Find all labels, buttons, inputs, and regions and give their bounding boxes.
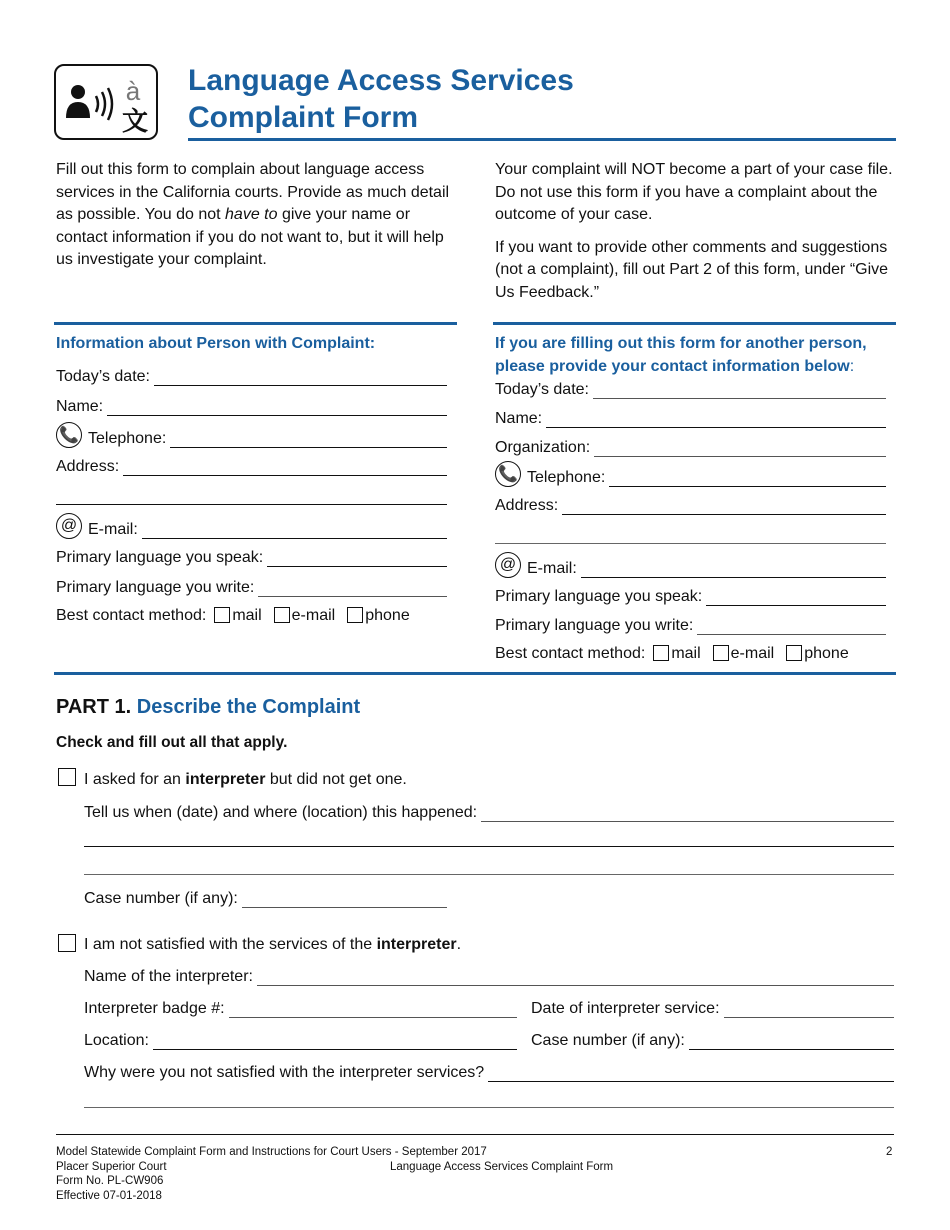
other-lang-write-row — [495, 613, 886, 635]
other-heading-colon: : — [849, 358, 855, 375]
item2-bold: interpreter — [376, 936, 457, 953]
person-lang-speak-field[interactable] — [267, 550, 447, 567]
person-address-line-2[interactable] — [56, 504, 447, 505]
other-contact-email-checkbox[interactable] — [713, 645, 729, 661]
person-name-label: Name: — [56, 398, 104, 415]
other-telephone-label: Telephone: — [527, 469, 606, 486]
person-contact-phone-checkbox[interactable] — [347, 607, 363, 623]
other-contact-phone-checkbox[interactable] — [786, 645, 802, 661]
person-address-field[interactable] — [123, 459, 447, 476]
person-name-field[interactable] — [107, 399, 447, 416]
person-address-label: Address: — [56, 458, 120, 475]
item2-case-label: Case number (if any): — [531, 1032, 685, 1049]
person-contact-mail-checkbox[interactable] — [214, 607, 230, 623]
other-address-label: Address: — [495, 497, 559, 514]
other-date-field[interactable] — [593, 382, 886, 399]
person-date-field[interactable] — [154, 369, 447, 386]
footer-line-1: Model Statewide Complaint Form and Instructions for Court Users - September 2017 — [56, 1146, 487, 1158]
person-email-field[interactable] — [142, 522, 447, 539]
item2-location-row — [84, 1028, 517, 1050]
other-heading-line-2-text: please provide your contact information below — [495, 358, 850, 375]
telephone-icon: 📞 — [495, 461, 521, 487]
other-heading-line-1: If you are filling out this form for another person, — [495, 335, 867, 352]
item2-why-label: Why were you not satisfied with the interpreter services? — [84, 1064, 485, 1081]
item2-date-label: Date of interpreter service: — [531, 1000, 720, 1017]
other-date-row — [495, 377, 886, 399]
person-lang-write-row — [56, 575, 447, 597]
other-section-heading — [495, 332, 897, 378]
other-name-label: Name: — [495, 410, 543, 427]
other-telephone-row — [495, 463, 886, 487]
person-form — [56, 364, 447, 625]
item2-name-label: Name of the interpreter: — [84, 968, 253, 985]
item2-pre: I am not satisfied with the services of the — [84, 936, 377, 953]
intro-right — [495, 159, 899, 314]
other-lang-write-label: Primary language you write: — [495, 617, 694, 634]
item1-when-line-3[interactable] — [84, 874, 894, 875]
intro-left-em: have to — [225, 206, 278, 223]
other-lang-write-field[interactable] — [697, 618, 886, 635]
person-lang-speak-label: Primary language you speak: — [56, 549, 264, 566]
intro-right-paragraph-1: Your complaint will NOT become a part of your case file. Do not use this form if you have a complaint about the outcome of your case. — [495, 161, 893, 223]
title-rule — [188, 138, 896, 141]
item2-name-field[interactable] — [257, 969, 894, 986]
other-email-label: E-mail: — [527, 560, 577, 577]
item2-case-field[interactable] — [689, 1033, 894, 1050]
other-contact-phone-label: phone — [804, 645, 849, 662]
logo-glyph-b: 文 — [121, 107, 149, 137]
part1-title: Describe the Complaint — [136, 696, 361, 718]
other-address-row — [495, 493, 886, 515]
item1-when-field[interactable] — [481, 805, 894, 822]
at-icon: @ — [56, 513, 82, 539]
other-lang-speak-field[interactable] — [706, 589, 886, 606]
other-contact-row — [495, 645, 886, 663]
other-form — [495, 377, 886, 663]
person-telephone-label: Telephone: — [88, 430, 167, 447]
other-email-field[interactable] — [581, 561, 886, 578]
person-section-heading: Information about Person with Complaint: — [56, 335, 376, 352]
person-date-label: Today’s date: — [56, 368, 150, 385]
item1-case-row — [84, 886, 447, 908]
item2-badge-label: Interpreter badge #: — [84, 1000, 225, 1017]
language-access-logo — [54, 64, 158, 140]
unsatisfied-interpreter-label — [84, 936, 461, 954]
item2-case-row — [531, 1028, 894, 1050]
person-section-rule — [54, 322, 457, 325]
other-organization-label: Organization: — [495, 439, 591, 456]
other-section-rule — [493, 322, 896, 325]
item2-date-row — [531, 996, 894, 1018]
person-contact-email-label: e-mail — [291, 607, 336, 624]
page-title — [188, 62, 574, 136]
item1-pre: I asked for an — [84, 771, 186, 788]
unsatisfied-interpreter-checkbox[interactable] — [58, 934, 76, 952]
item1-case-label: Case number (if any): — [84, 890, 238, 907]
footer-center: Language Access Services Complaint Form — [390, 1161, 614, 1173]
other-address-line-2[interactable] — [495, 543, 886, 544]
item2-why-line-2[interactable] — [84, 1107, 894, 1108]
person-lang-speak-row — [56, 545, 447, 567]
other-lang-speak-row — [495, 584, 886, 606]
part1-label: PART 1. — [56, 696, 132, 718]
person-email-row — [56, 513, 447, 539]
item1-bold: interpreter — [185, 771, 266, 788]
intro-left-paragraph — [56, 159, 456, 272]
title-line-1: Language Access Services — [188, 64, 574, 97]
footer-line-2: Placer Superior Court — [56, 1160, 167, 1173]
telephone-icon: 📞 — [56, 422, 82, 448]
other-contact-mail-label: mail — [671, 645, 701, 662]
item2-post: . — [456, 936, 462, 953]
person-contact-label: Best contact method: — [56, 607, 207, 624]
other-contact-email-label: e-mail — [730, 645, 775, 662]
item2-date-field[interactable] — [724, 1001, 894, 1018]
item2-location-label: Location: — [84, 1032, 149, 1049]
other-date-label: Today’s date: — [495, 381, 589, 398]
person-speaking-icon — [56, 66, 156, 138]
other-telephone-field[interactable] — [609, 470, 886, 487]
person-contact-row — [56, 607, 447, 625]
no-interpreter-label — [84, 771, 407, 789]
section-divider — [54, 672, 896, 675]
item2-why-row — [84, 1060, 894, 1082]
part1-heading — [56, 696, 360, 719]
person-telephone-row — [56, 424, 447, 448]
title-line-2: Complaint Form — [188, 101, 418, 134]
item2-location-field[interactable] — [153, 1033, 517, 1050]
other-organization-row — [495, 435, 886, 457]
item1-post: but did not get one. — [265, 771, 407, 788]
item1-when-row — [84, 800, 894, 822]
item2-badge-field[interactable] — [229, 1001, 517, 1018]
person-lang-write-field[interactable] — [258, 580, 447, 597]
footer-line-4: Effective 07-01-2018 — [56, 1189, 162, 1202]
no-interpreter-checkbox[interactable] — [58, 768, 76, 786]
intro-left — [56, 159, 456, 282]
intro-right-paragraph-2: If you want to provide other comments and suggestions (not a complaint), fill out Part 2 of this form, under “Give Us Feedback.” — [495, 238, 889, 301]
person-lang-write-label: Primary language you write: — [56, 579, 255, 596]
other-lang-speak-label: Primary language you speak: — [495, 588, 703, 605]
other-contact-label: Best contact method: — [495, 645, 646, 662]
person-contact-phone-label: phone — [365, 607, 410, 624]
person-date-row — [56, 364, 447, 386]
other-heading-line-2 — [495, 355, 897, 378]
item2-badge-row — [84, 996, 517, 1018]
person-contact-mail-label: mail — [232, 607, 262, 624]
person-email-label: E-mail: — [88, 521, 138, 538]
intro-left-pre: Fill out this form to complain about language access services in the California courts. Provide as much detail as possible. You do not — [56, 161, 450, 223]
at-icon: @ — [495, 552, 521, 578]
logo-glyph-a: à — [125, 76, 141, 106]
item2-name-row — [84, 964, 894, 986]
page-number: 2 — [886, 1146, 893, 1158]
other-contact-mail-checkbox[interactable] — [653, 645, 669, 661]
footer-rule — [56, 1134, 894, 1135]
other-name-field[interactable] — [546, 411, 886, 428]
other-name-row — [495, 406, 886, 428]
part1-instruction: Check and fill out all that apply. — [56, 734, 288, 751]
person-contact-email-checkbox[interactable] — [274, 607, 290, 623]
other-address-field[interactable] — [562, 498, 886, 515]
item1-when-label: Tell us when (date) and where (location) this happened: — [84, 804, 478, 821]
other-email-row — [495, 552, 886, 578]
other-organization-field[interactable] — [594, 440, 886, 457]
footer-line-3: Form No. PL-CW906 — [56, 1175, 164, 1187]
person-telephone-field[interactable] — [170, 431, 447, 448]
person-address-row — [56, 454, 447, 476]
person-name-row — [56, 394, 447, 416]
item1-case-field[interactable] — [242, 891, 447, 908]
item1-when-line-2[interactable] — [84, 846, 894, 847]
intro-left-post: give your name or contact information if you do not want to, but it will help us investigate your complaint. — [56, 206, 444, 268]
item2-why-field[interactable] — [488, 1065, 894, 1082]
